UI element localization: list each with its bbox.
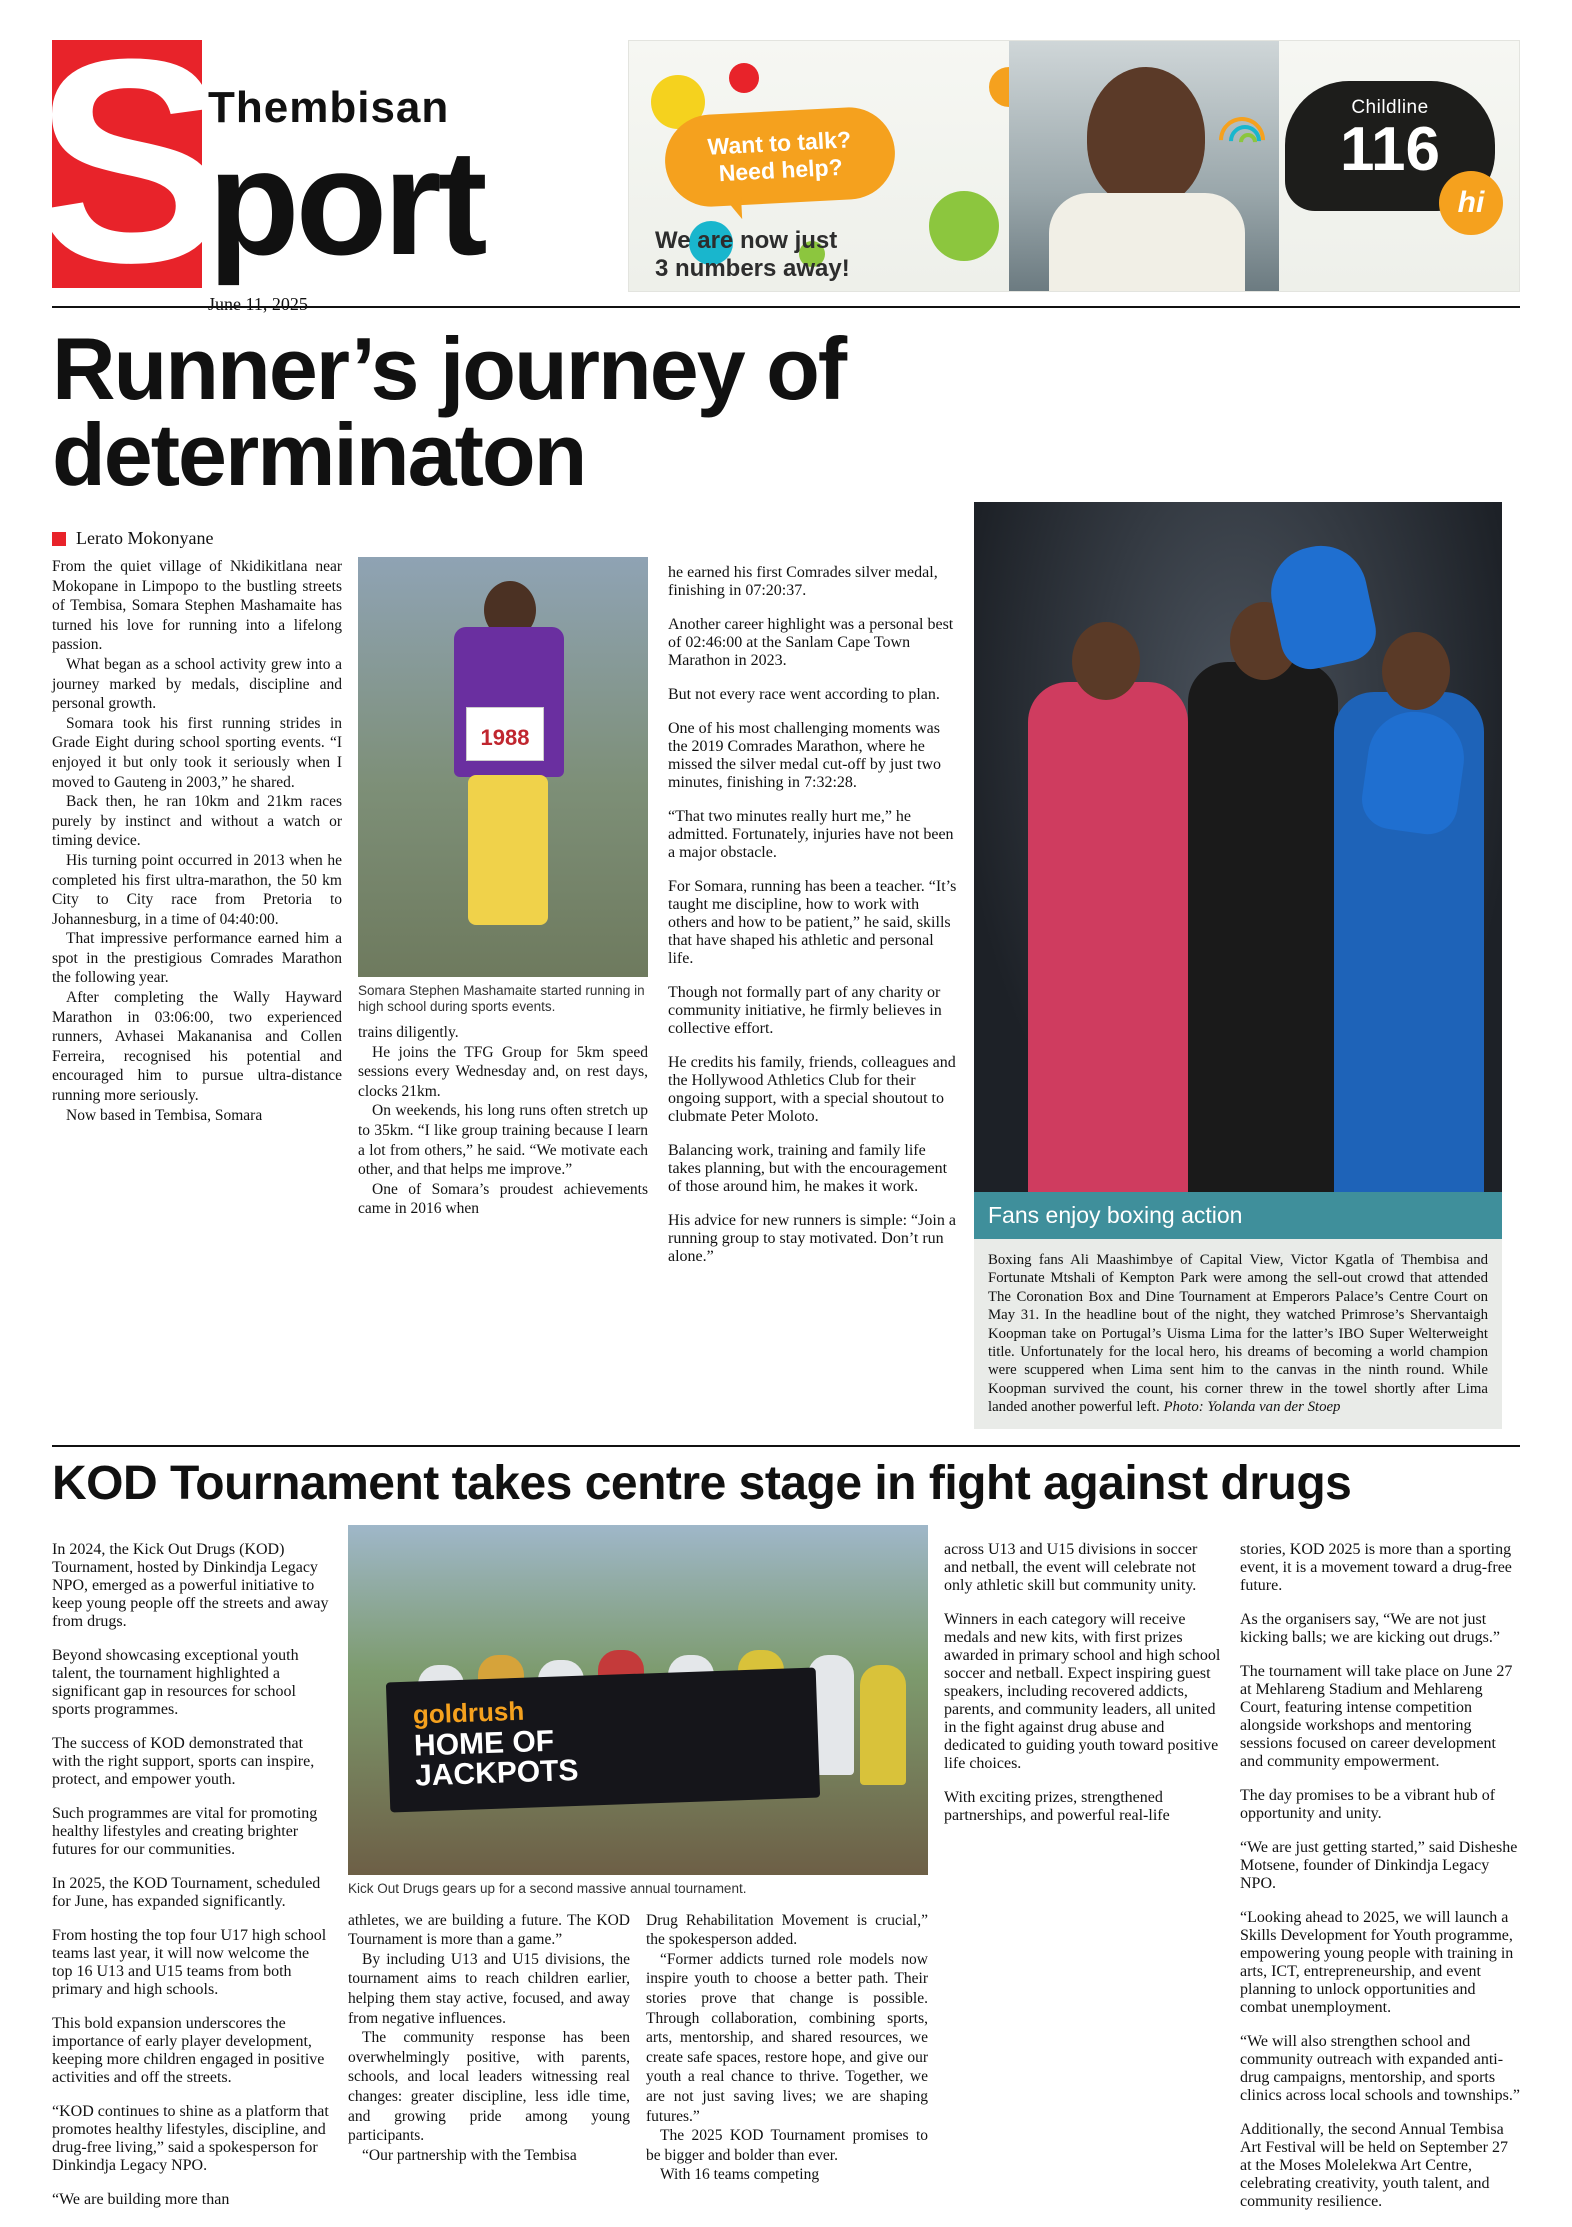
tagline-line-1: We are now just [655,227,838,254]
kod-team-photo [348,1525,928,1875]
byline [52,528,652,549]
kod-photo-caption: Kick Out Drugs gears up for a second massive annual tournament. [348,1880,747,1896]
paragraph: One of his most challenging moments was the 2019 Comrades Marathon, where he missed the silver medal cut-off by just two minutes, finishing in 7:32:28. [668,720,941,791]
kod-column-2 [348,1911,630,2185]
paragraph: athletes, we are building a future. The KOD Tournament is more than a game.” [348,1911,630,1949]
paragraph: In 2025, the KOD Tournament, scheduled for June, has expanded significantly. [52,1874,321,1910]
kod-column-1 [52,1525,332,2227]
childline-logo [1265,81,1495,241]
player [860,1665,906,1785]
decorative-blob [929,191,999,261]
brand-sport: port [208,118,484,286]
fans-box-text [974,1239,1502,1429]
lead-story [52,502,1520,1429]
paragraph: Such programmes are vital for promoting healthy lifestyles and creating brighter futures for our communities. [52,1804,318,1858]
paragraph: By including U13 and U15 divisions, the tournament aims to reach children earlier, helping them stay active, focused, and away from negative influences. [348,1950,630,2027]
paragraph: “We will also strengthen school and community outreach with expanded anti-drug campaigns, mentorship, and sports clinics across local schools and townships.” [1240,2032,1520,2104]
decorative-dot [729,63,759,93]
paragraph: Drug Rehabilitation Movement is crucial,” the spokesperson added. [646,1911,928,1949]
masthead-logo [34,0,612,323]
fan-2 [1188,662,1338,1192]
lead-column-1 [52,557,342,1219]
lead-column-2 [358,557,648,1219]
paragraph: The community response has been overwhelmingly positive, with parents, schools, and local leaders witnessing real changes: greater discipline, less idle time, and growing pride among young participants. [348,2029,630,2145]
kod-column-4 [944,1525,1224,2227]
paragraph: From the quiet village of Nkidikitlana near Mokopane in Limpopo to the bustling streets of Tembisa, Somara Stephen Mashamaite has turned his love for running into a lifelong passion. [52,558,342,654]
paragraph: Though not formally part of any charity or community initiative, he firmly believes in collective effort. [668,984,942,1037]
paragraph: Another career highlight was a personal best of 02:46:00 at the Sanlam Cape Town Marathon in 2023. [668,616,954,669]
issue-date: June 11, 2025 [208,294,308,314]
kod-column-5 [1240,1525,1520,2227]
paragraph: Beyond showcasing exceptional youth talent, the tournament highlighted a significant gap in resources for school sports programmes. [52,1646,299,1718]
sponsor-tagline: HOME OF JACKPOTS [413,1724,579,1793]
photo-credit: Photo: Yolanda van der Stoep [1163,1399,1341,1416]
paragraph: He joins the TFG Group for 5km speed sessions every Wednesday and, on rest days, clocks 21km. [358,1043,648,1100]
fan-1 [1028,682,1188,1192]
brand-thembisan: Thembisan [208,83,450,132]
paragraph: After completing the Wally Hayward Marathon in 03:06:00, two experienced runners, Avhasei Makananisa and Collen Ferreira, recognised his potential and encouraged him to pursue ultra-distance running more seriously. [52,989,342,1105]
fans-box-body: Boxing fans Ali Maashimbye of Capital View, Victor Kgatla of Thembisa and Fortunate Mtshali of Kempton Park were among the sell-out crowd that attended The Coronation Box and Dine Tournament at Emperors Palace’s Centre Court on May 31. In the headline bout of the night, they watched Primrose’s Shervantaigh Koopman take on Portugal’s Uisma Lima for the latter’s IBO Super Welterweight title. Unfortunately for the local hero, his dreams of becoming a world champion were scuppered when Lima sent him to the canvas in the ninth round. While Koopman survived the count, his corner threw in the towel shortly after Lima landed another powerful left. [988,1252,1488,1416]
paragraph: stories, KOD 2025 is more than a sporting event, it is a movement toward a drug-free future. [1240,1540,1512,1594]
paragraph: Somara took his first running strides in Grade Eight during school sporting events. “I enjoyed it but only took it seriously when I moved to Gauteng in 2003,” he shared. [52,714,342,791]
byline-square-icon [52,532,66,546]
sponsor-banner [386,1667,820,1812]
paragraph: The success of KOD demonstrated that with the right support, sports can inspire, protect, and empower youth. [52,1734,315,1788]
paragraph: He credits his family, friends, colleagues and the Hollywood Athletics Club for their ongoing support, with a special shoutout to clubmate Peter Moloto. [668,1054,956,1125]
tagline-line-2: 3 numbers away! [655,255,850,282]
paragraph: But not every race went according to plan. [668,686,940,703]
lead-headline: Runner’s journey of determinaton [52,319,846,504]
logo-s-letter: S [34,0,220,323]
paragraph: “Former addicts turned role models now inspire youth to choose a better path. Their stories prove that change is possible. Through collaboration, combining sports, arts, mentorship, and shared resources, we create safe spaces, restore hope, and give our youth a real chance to thrive. Together, we are not just saving lives; we are shaping futures.” [646,1950,928,2125]
paragraph: he earned his first Comrades silver medal, finishing in 07:20:37. [668,564,938,599]
paragraph: Additionally, the second Annual Tembisa Art Festival will be held on September 27 at the Moses Molelekwa Art Centre, celebrating creativity, youth talent, and community resilience. [1240,2120,1508,2210]
childline-banner-ad[interactable] [628,40,1520,292]
kod-photo-block [348,1525,928,2227]
sound-wave-icon [1213,111,1261,171]
paragraph: “KOD continues to shine as a platform that promotes healthy lifestyles, discipline, and drug-free living,” said a spokesperson for Dinkindja Legacy NPO. [52,2102,329,2174]
logo-s-box [34,0,220,323]
paragraph: Balancing work, training and family life takes planning, but with the encouragement of those around him, he makes it work. [668,1142,948,1195]
runner-photo [358,557,648,977]
masthead [34,0,1520,323]
child-body [1049,193,1245,292]
paragraph: With 16 teams competing [660,2166,820,2184]
fan-3-face [1382,632,1450,710]
paragraph: The 2025 KOD Tournament promises to be bigger and bolder than ever. [646,2127,928,2164]
race-bib-number: 1988 [480,725,530,750]
runner-legs [468,775,548,925]
paragraph: trains diligently. [358,1024,459,1041]
paragraph: His turning point occurred in 2013 when he completed his first ultra-marathon, the 50 km City to City race from Pretoria to Johannesburg, in a time of 04:40:00. [52,851,342,928]
paragraph: On weekends, his long runs often stretch up to 35km. “I like group training because I learn a lot from others,” he said. “We motivate each other, and that helps me improve.” [358,1102,648,1179]
boxing-feature [974,502,1502,1429]
paragraph: “We are building more than [52,2190,230,2208]
sponsor-brand: goldrush [412,1695,525,1730]
paragraph: The tournament will take place on June 27 at Mehlareng Stadium and Mehlareng Court, featuring intense competition alongside workshops and mentoring sessions focused on career development and community empowerment. [1240,1662,1513,1770]
paragraph: “Looking ahead to 2025, we will launch a Skills Development for Youth programme, empowering young people with training in arts, ICT, entrepreneurship, and event planning to unlock opportunities and combat unemployment. [1240,1908,1514,2016]
paragraph: “We are just getting started,” said Disheshe Motsene, founder of Dinkindja Legacy NPO. [1240,1838,1518,1892]
paragraph: Back then, he ran 10km and 21km races purely by instinct and without a watch or timing device. [52,793,342,850]
kod-headline: KOD Tournament takes centre stage in fight against drugs [52,1456,1352,1510]
child-head [1087,67,1205,207]
paragraph: “That two minutes really hurt me,” he admitted. Fortunately, injuries have not been a major obstacle. [668,808,954,861]
paragraph: As the organisers say, “We are not just kicking balls; we are kicking out drugs.” [1240,1610,1500,1646]
paragraph: His advice for new runners is simple: “Join a running group to stay motivated. Don’t run alone.” [668,1212,956,1265]
speech-line-2: Need help? [718,153,844,187]
speech-line-1: Want to talk? [706,126,852,160]
paragraph: What began as a school activity grew into a journey marked by medals, discipline and personal growth. [52,655,342,713]
story-divider [52,1445,1520,1447]
boxing-photo [974,502,1502,1192]
paragraph: The day promises to be a vibrant hub of opportunity and unity. [1240,1786,1496,1822]
paragraph: In 2024, the Kick Out Drugs (KOD) Tournament, hosted by Dinkindja Legacy NPO, emerged as a powerful initiative to keep young people off the streets and away from drugs. [52,1540,329,1630]
paragraph: Winners in each category will receive medals and new kits, with first prizes awarded in primary school and high school soccer and netball. Expect inspiring guest speakers, including recovered addicts, parents, and community leaders, all united in the fight against drug abuse and dedicated to guiding youth toward positive life choices. [944,1610,1221,1772]
byline-author: Lerato Mokonyane [76,528,214,548]
paragraph: “Our partnership with the Tembisa [362,2146,577,2164]
fans-box-title: Fans enjoy boxing action [974,1192,1502,1239]
lead-column-3 [668,502,958,1429]
banner-tagline [655,227,935,283]
paragraph: This bold expansion underscores the importance of early player development, keeping more children engaged in positive activities and off the streets. [52,2014,325,2086]
kod-column-3 [646,1911,928,2185]
childline-name: Childline [1351,97,1429,118]
kod-story [52,1525,1520,2227]
paragraph: That impressive performance earned him a spot in the prestigious Comrades Marathon the following year. [52,930,342,987]
paragraph: across U13 and U15 divisions in soccer and netball, the event will celebrate not only athletic skill but community unity. [944,1540,1198,1594]
paragraph: One of Somara’s proudest achievements came in 2016 when [358,1180,648,1218]
fan-1-face [1072,622,1140,700]
photo-caption: Somara Stephen Mashamaite started running in high school during sports events. [358,983,645,1014]
paragraph: With exciting prizes, strengthened partnerships, and powerful real-life [944,1788,1170,1824]
paragraph: From hosting the top four U17 high school teams last year, it will now welcome the top 16 U13 and U15 teams from both primary and high schools. [52,1926,327,1998]
paragraph: Now based in Tembisa, Somara [66,1106,263,1124]
childline-number: 116 [1339,115,1441,184]
childline-hi-badge: hi [1439,171,1503,235]
paragraph: For Somara, running has been a teacher. “It’s taught me discipline, how to work with others and how to be patient,” he said, skills that have shaped his athletic and personal life. [668,878,957,967]
speech-bubble [663,105,897,209]
